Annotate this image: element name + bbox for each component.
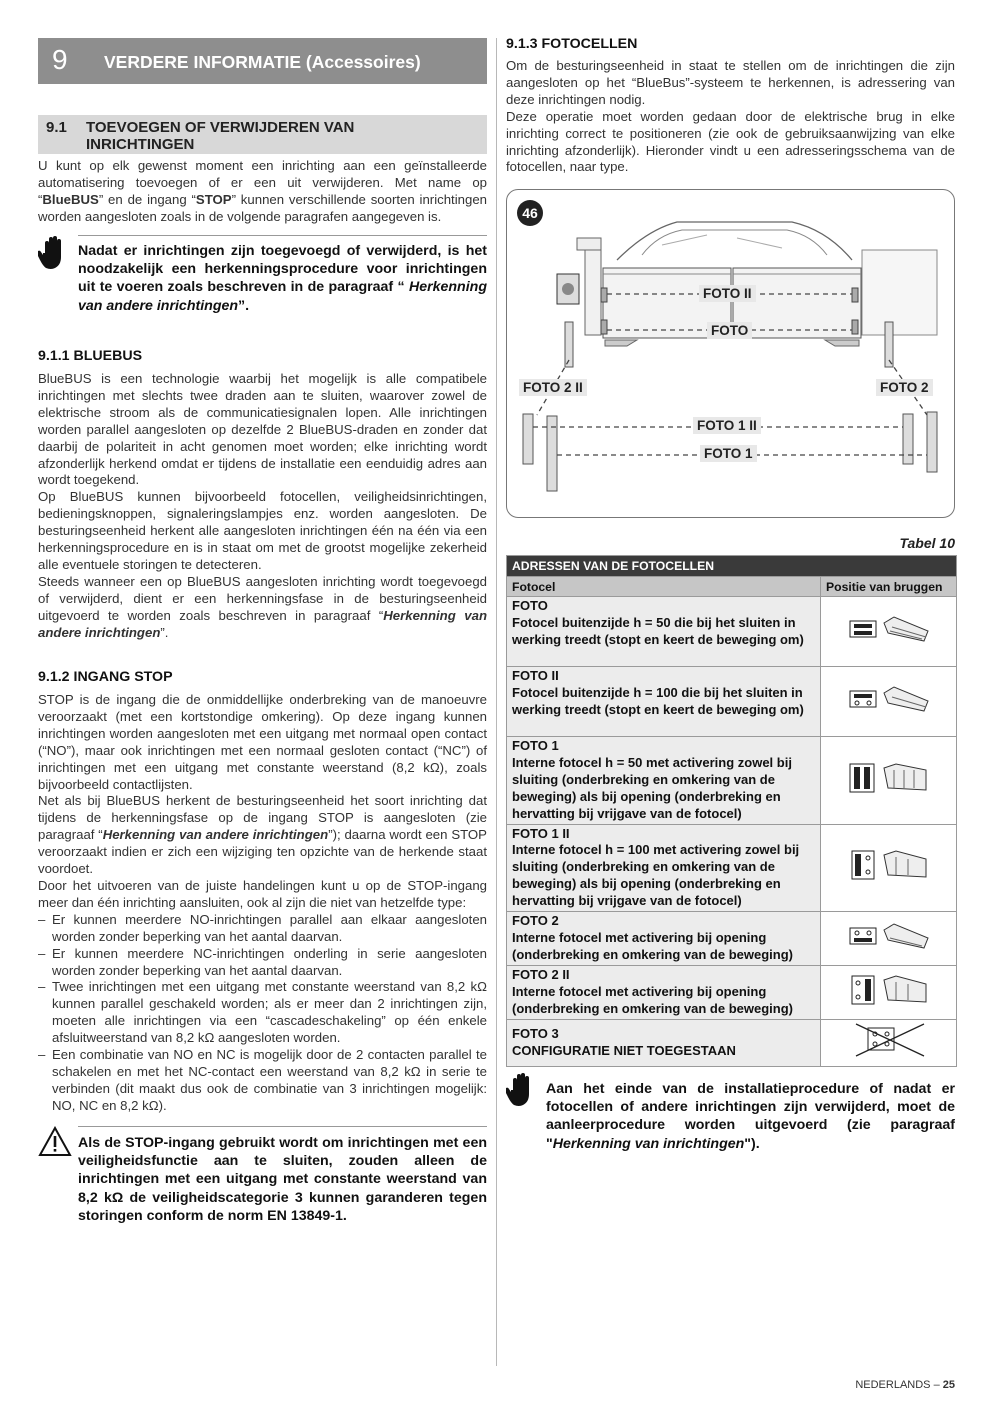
section-header [38, 115, 487, 154]
not-allowed-icon [821, 1019, 957, 1066]
jumper-icon [821, 737, 957, 825]
table-header-fotocel: Fotocel [507, 577, 821, 597]
warning-triangle-icon [38, 1126, 78, 1225]
warning-rule [78, 1126, 487, 1127]
list-item: – Twee inrichtingen met een uitgang met constante weerstand van 8,2 kΩ kunnen parallel geschakeld worden; als er meer dan 2 inrichtingen zijn, moeten alle inrichtingen via een “cascadeschakeling” op één enkele afsluitweerstand van 8,2 kΩ aangesloten worden. [38, 979, 487, 1047]
stop-heading: 9.1.2 INGANG STOP [38, 669, 173, 685]
gate-diagram [507, 190, 955, 518]
section-number: 9.1 [46, 119, 67, 136]
jumper-icon [821, 667, 957, 737]
column-divider [496, 38, 497, 1366]
page-footer: NEDERLANDS – 25 [855, 1379, 955, 1391]
jumper-icon [821, 912, 957, 966]
table-row: FOTO 1 Interne fotocel h = 50 met activering zowel bij sluiting (onderbreking en omkering van de beweging) als bij opening (onderbreking en hervatting bij vrijgave van de fotocel) [507, 737, 957, 825]
list-item: – Er kunnen meerdere NO-inrichtingen parallel aan elkaar aangesloten worden zonder beperking van het aantal daarvan. [38, 912, 487, 946]
jumper-icon [821, 597, 957, 667]
svg-text:46: 46 [522, 205, 538, 221]
fotocellen-p1: Om de besturingseenheid in staat te stellen om de inrichtingen die zijn aangesloten op het “BlueBus”-systeem te herkennen, is adressering van deze inrichtingen nodig. [506, 58, 955, 107]
hand-stop-icon [506, 1072, 546, 1153]
table-header-bruggen: Positie van bruggen [821, 577, 957, 597]
recognition-note [38, 235, 487, 315]
table-caption: Tabel 10 [899, 535, 955, 551]
table-row: FOTO 2 Interne fotocel met activering bij opening (onderbreking en omkering van de beweging) [507, 912, 957, 966]
note-text: Nadat er inrichtingen zijn toegevoegd of verwijderd, is het noodzakelijk een herkenningsprocedure voor inrichtingen uit te voeren zoals beschreven in de paragraaf “ Herkenning van andere inrichtingen”. [78, 243, 487, 314]
bluebus-p2: Op BlueBUS kunnen bijvoorbeeld fotocellen, veiligheidsinrichtingen, bedieningsknoppen, signaleringslampjes enz. worden aangesloten. De besturingseenheid herkent alle aangesloten inrichtingen één na één via een herkenningsprocedure en is in staat om met de grootst mogelijke zekerheid alle eventuele storingen te detecteren. [38, 489, 487, 572]
bluebus-heading: 9.1.1 BLUEBUS [38, 348, 143, 364]
fotocellen-section [506, 36, 955, 176]
intro-block [38, 158, 487, 226]
chapter-number: 9 [52, 44, 68, 75]
warning-text: Als de STOP-ingang gebruikt wordt om inrichtingen met een veiligheidsfunctie aan te sluiten, zouden alleen de inrichtingen met een uitgang met constante weerstand van 8,2 kΩ de veiligheidscategorie 3 kunnen garanderen tegen storingen conform de norm EN 13849-1. [78, 1135, 487, 1224]
bluebus-p3: Steeds wanneer een op BlueBUS aangesloten inrichting wordt toegevoegd of verwijderd, dient er een herkenningsfase in de besturingseenheid uitgevoerd te worden zoals beschreven in paragraaf “Herkenning van andere inrichtingen”. [38, 573, 487, 640]
table-row: FOTO Fotocel buitenzijde h = 50 die bij het sluiten in werking treedt (stopt en keert de beweging om) [507, 597, 957, 667]
photocell-figure [506, 189, 955, 518]
stop-list [38, 912, 487, 1115]
stop-section [38, 669, 487, 1115]
table-row: FOTO 2 II Interne fotocel met activering bij opening (onderbreking en omkering van de beweging) [507, 965, 957, 1019]
learning-note-text: Aan het einde van de installatieprocedure of nadat er fotocellen of andere inrichtingen zijn verwijderd, moet de aanleerprocedure worden uitgevoerd (zie paragraaf "Herkenning van inrichtingen"). [546, 1081, 955, 1152]
learning-note [506, 1072, 955, 1153]
hand-stop-icon [38, 235, 78, 315]
note-rule [78, 235, 487, 236]
page-number: 25 [942, 1379, 955, 1391]
list-item: – Een combinatie van NO en NC is mogelijk door de 2 contacten parallel te schakelen en met het NC-contact een weerstand van 8,2 kΩ in serie te verbinden (dit maakt dus ook de combinatie van 3 inrichtingen mogelijk: NO, NC en 8,2 kΩ). [38, 1047, 487, 1115]
label-foto-2: FOTO 2 [876, 379, 933, 396]
label-foto-2-ii: FOTO 2 II [519, 379, 587, 396]
jumper-icon [821, 965, 957, 1019]
fotocellen-heading: 9.1.3 FOTOCELLEN [506, 36, 638, 52]
bluebus-p1: BlueBUS is een technologie waarbij het mogelijk is alle compatibele inrichtingen met slechts twee draden aan te sluiten, waarover zowel de elektrische stroom als de communicatiesignalen lopen. Alle inrichtingen worden parallel aangesloten op dezelfde 2 BlueBUS-draden en zonder dat daarbij de polariteit in acht genomen moet worden; elke inrichting wordt afzonderlijk herkend omdat er tijdens de installatie een eenduidig adres aan wordt toegekend. [38, 371, 487, 488]
fotocellen-p2: Deze operatie moet worden gedaan door de elektrische brug in elke inrichting correct te positioneren (zie ook de gebruiksaanwijzing van elke inrichting afzonderlijk). Hieronder vindt u een adresseringsschema van de fotocellen, naar type. [506, 108, 955, 175]
intro-paragraph: U kunt op elk gewenst moment een inrichting aan een geïnstalleerde automatisering toevoegen of er een uit verwijderen. Met name op “BlueBUS” en de ingang “STOP” kunnen verschillende soorten inrichtingen worden aangesloten zoals in de volgende paragrafen aangegeven is. [38, 158, 487, 224]
photocell-address-table [506, 555, 957, 1067]
bluebus-section [38, 348, 487, 642]
table-row: FOTO 3 CONFIGURATIE NIET TOEGESTAAN [507, 1019, 957, 1066]
label-foto: FOTO [707, 322, 752, 339]
table-row: FOTO II Fotocel buitenzijde h = 100 die bij het sluiten in werking treedt (stopt en keert de beweging om) [507, 667, 957, 737]
chapter-title: VERDERE INFORMATIE (Accessoires) [104, 52, 421, 72]
safety-warning [38, 1126, 487, 1225]
table-row: FOTO 1 II Interne fotocel h = 100 met activering zowel bij sluiting (onderbreking en omkering van de beweging) als bij opening (onderbreking en hervatting bij vrijgave van de fotocel) [507, 824, 957, 912]
label-foto-1: FOTO 1 [700, 445, 757, 462]
chapter-header [38, 38, 487, 84]
list-item: – Er kunnen meerdere NC-inrichtingen onderling in serie aangesloten worden zonder beperking van het aantal daarvan. [38, 946, 487, 980]
label-foto-ii: FOTO II [699, 285, 756, 302]
jumper-icon [821, 824, 957, 912]
stop-p1: STOP is de ingang die de onmiddellijke onderbreking van de manoeuvre veroorzaakt (met een kortstondige omkering). Op deze ingang kunnen inrichtingen worden aangesloten met een uitgang met normaal open contact (“NO”), maar ook inrichtingen met een normaal gesloten contact (“NC”) of inrichtingen met een uitgang met constante weerstand (8,2 kΩ), zoals bijvoorbeeld contactlijsten. [38, 692, 487, 792]
label-foto-1-ii: FOTO 1 II [693, 417, 761, 434]
table-title: ADRESSEN VAN DE FOTOCELLEN [507, 556, 957, 577]
stop-p2: Net als bij BlueBUS herkent de besturingseenheid het soort inrichting dat tijdens de herkenningsfase op de ingang STOP is aangesloten (zie paragraaf “Herkenning van andere inrichtingen”); daarna wordt een STOP veroorzaakt indien er zich een wijziging ten opzichte van de herkende staat voordoet. [38, 793, 487, 877]
stop-p3: Door het uitvoeren van de juiste handelingen kunt u op de STOP-ingang meer dan één inrichting aansluiten, ook al zijn die niet van hetzelfde type: [38, 877, 487, 910]
section-title: TOEVOEGEN OF VERWIJDEREN VAN INRICHTINGEN [86, 119, 355, 153]
